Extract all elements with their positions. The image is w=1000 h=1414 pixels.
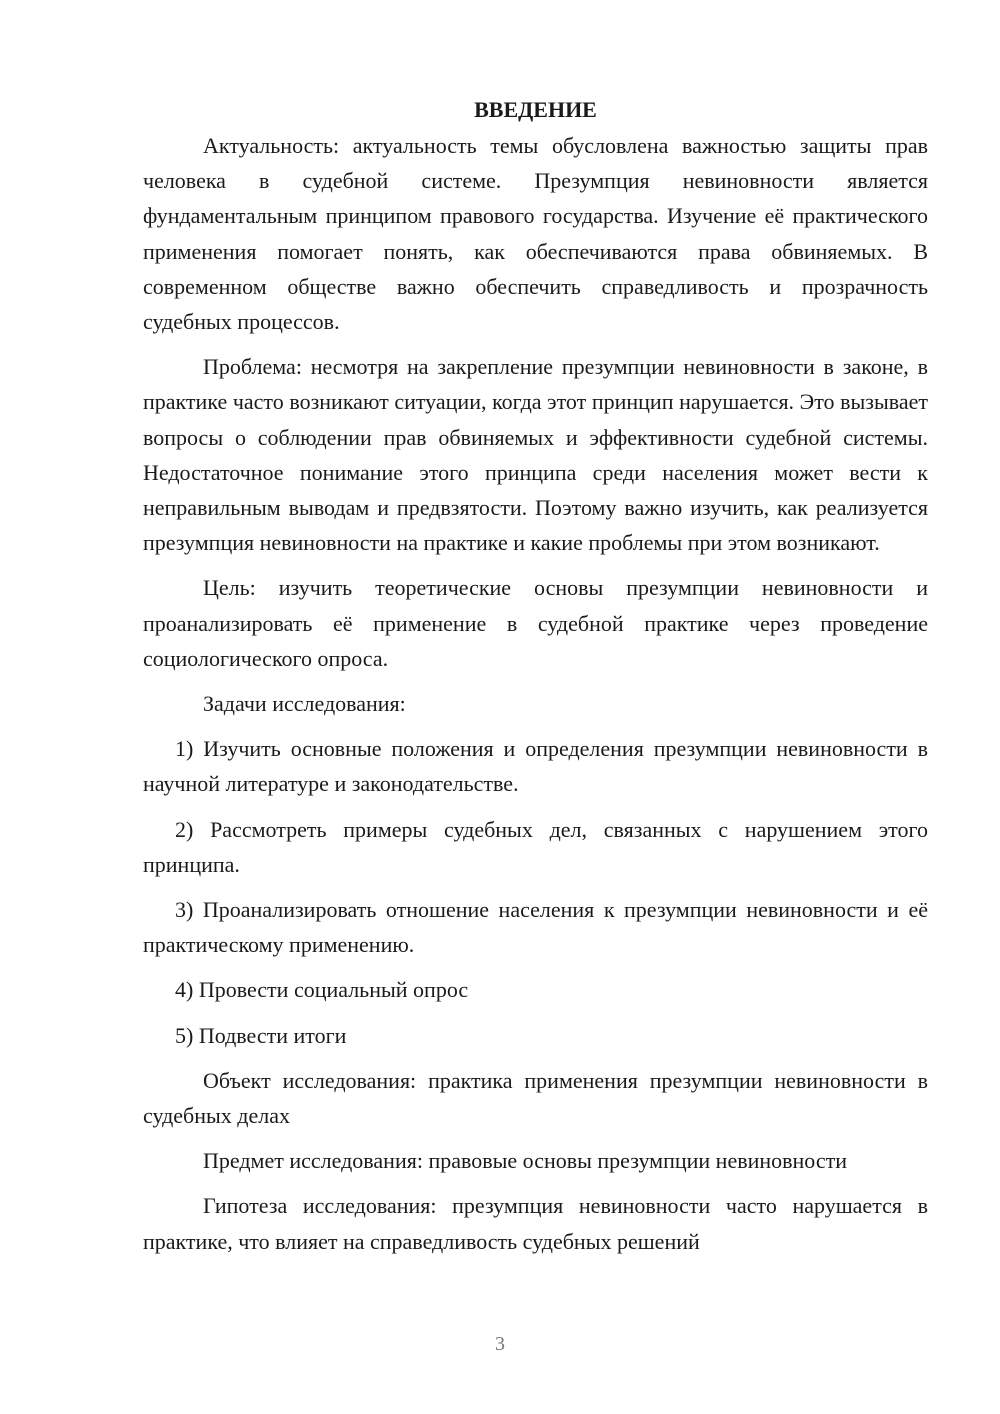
relevance-paragraph: Актуальность: актуальность темы обусловлена важностью защиты прав человека в судебной системе. Презумпция невиновности является фундаментальным принципом правового государства. Изучение её практического применения помогает понять, как обеспечиваются права обвиняемых. В современном обществе важно обеспечить справедливость и прозрачность судебных процессов. (143, 133, 928, 335)
subject-paragraph: Предмет исследования: правовые основы презумпции невиновности (203, 1148, 848, 1174)
section-heading: ВВЕДЕНИЕ (474, 97, 597, 122)
hypothesis-paragraph: Гипотеза исследования: презумпция невиновности часто нарушается в практике, что влияет на справедливость судебных решений (143, 1193, 928, 1254)
task-item: 5) Подвести итоги (175, 1022, 347, 1048)
object-paragraph: Объект исследования: практика применения презумпции невиновности в судебных делах (143, 1067, 928, 1129)
problem-paragraph: Проблема: несмотря на закрепление презумпции невиновности в законе, в практике часто возникают ситуации, когда этот принцип нарушается. Это вызывает вопросы о соблюдении прав обвиняемых и эффективности судебной системы. Недостаточное понимание этого принципа среди населения может вести к неправильным выводам и предвзятости. Поэтому важно изучить, как реализуется презумпция невиновности на практике и какие проблемы при этом возникают. (143, 354, 928, 556)
task-item: 1) Изучить основные положения и определения презумпции невиновности в научной литературе и законодательстве. (143, 736, 928, 797)
task-item: 4) Провести социальный опрос (175, 977, 469, 1003)
task-item: 2) Рассмотреть примеры судебных дел, связанных с нарушением этого принципа. (143, 816, 928, 877)
page-number: 3 (495, 1333, 505, 1355)
tasks-heading: Задачи исследования: (203, 691, 406, 717)
document-page (143, 92, 928, 1269)
task-item: 3) Проанализировать отношение населения к презумпции невиновности и её практическому применению. (143, 897, 928, 958)
goal-paragraph: Цель: изучить теоретические основы презумпции невиновности и проанализировать её применение в судебной практике через проведение социологического опроса. (143, 575, 928, 671)
